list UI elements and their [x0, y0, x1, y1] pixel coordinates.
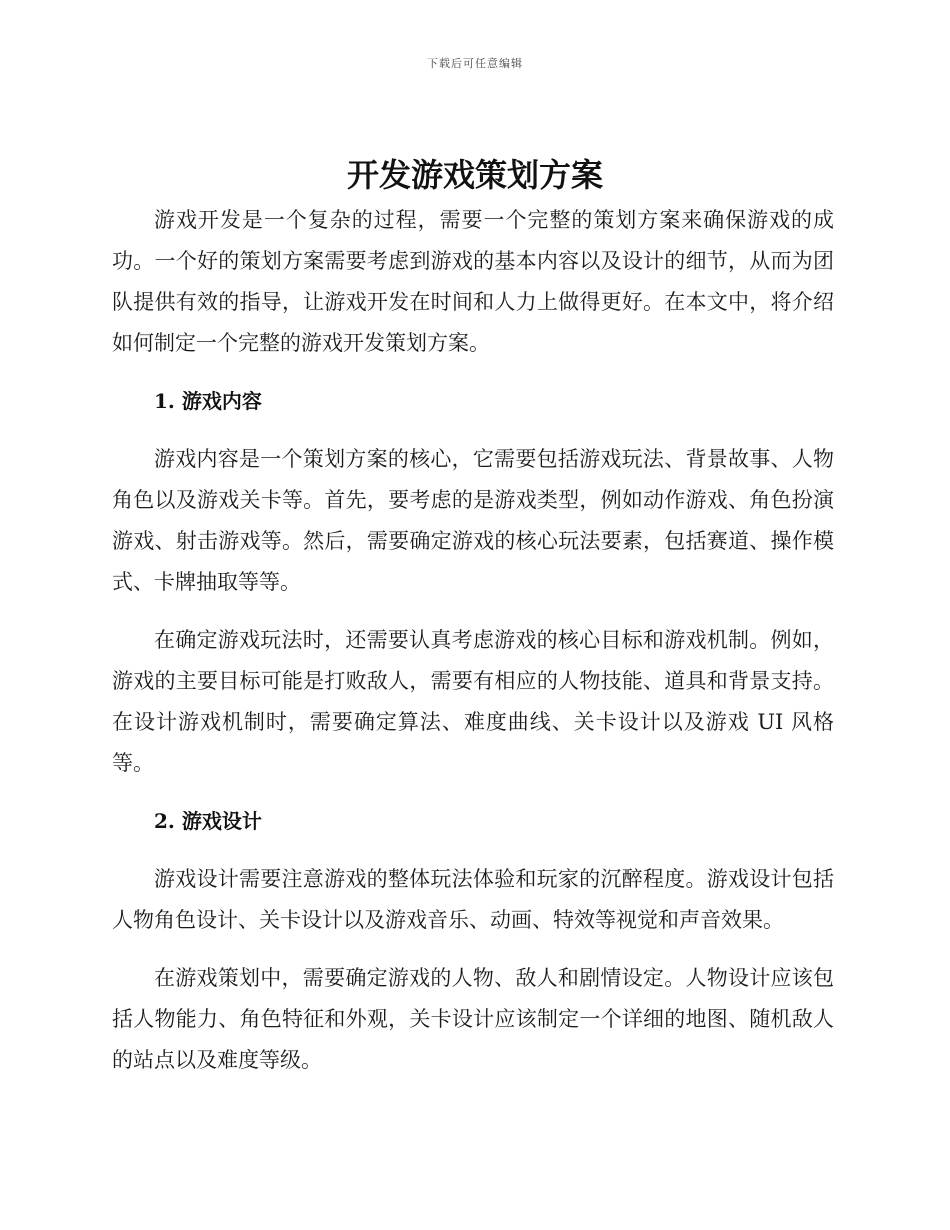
section-game-content	[112, 381, 834, 784]
body-paragraph: 游戏内容是一个策划方案的核心，它需要包括游戏玩法、背景故事、人物角色以及游戏关卡等。首先，要考虑的是游戏类型，例如动作游戏、角色扮演游戏、射击游戏等。然后，需要确定游戏的核心玩法要素，包括赛道、操作模式、卡牌抽取等等。	[112, 447, 834, 594]
section-game-design	[112, 801, 834, 1081]
body-paragraph: 游戏设计需要注意游戏的整体玩法体验和玩家的沉醉程度。游戏设计包括人物角色设计、关卡设计以及游戏音乐、动画、特效等视觉和声音效果。	[112, 867, 834, 932]
document-body	[112, 200, 834, 1081]
header-note: 下载后可任意编辑	[427, 57, 523, 70]
section-heading: 2. 游戏设计	[154, 809, 262, 833]
section-heading: 1. 游戏内容	[154, 389, 262, 413]
body-paragraph: 在游戏策划中，需要确定游戏的人物、敌人和剧情设定。人物设计应该包括人物能力、角色特征和外观，关卡设计应该制定一个详细的地图、随机敌人的站点以及难度等级。	[112, 966, 834, 1072]
intro-paragraph: 游戏开发是一个复杂的过程，需要一个完整的策划方案来确保游戏的成功。一个好的策划方案需要考虑到游戏的基本内容以及设计的细节，从而为团队提供有效的指导，让游戏开发在时间和人力上做得更好。在本文中，将介绍如何制定一个完整的游戏开发策划方案。	[112, 208, 834, 355]
body-paragraph: 在确定游戏玩法时，还需要认真考虑游戏的核心目标和游戏机制。例如，游戏的主要目标可能是打败敌人，需要有相应的人物技能、道具和背景支持。在设计游戏机制时，需要确定算法、难度曲线、关卡设计以及游戏 UI 风格等。	[112, 628, 834, 775]
document-title: 开发游戏策划方案	[346, 156, 603, 194]
